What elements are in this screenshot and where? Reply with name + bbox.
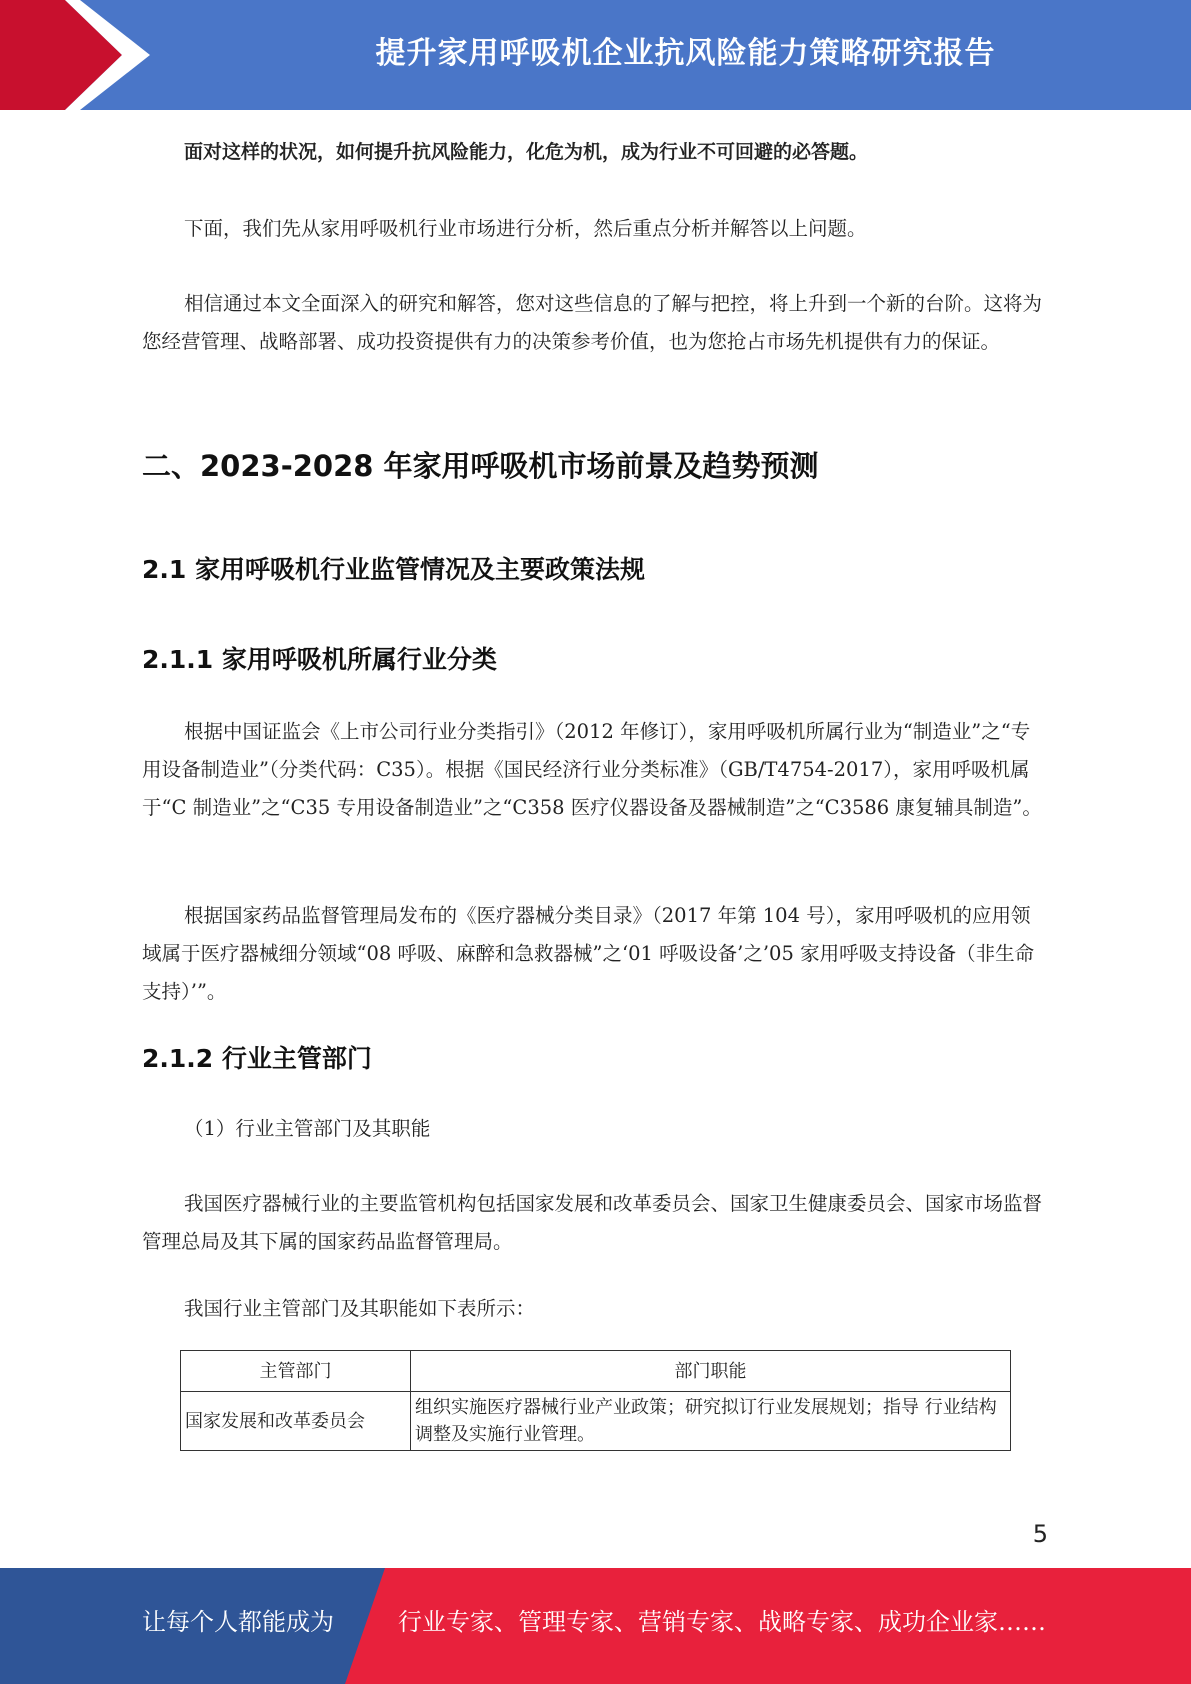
document-title: 提升家用呼吸机企业抗风险能力策略研究报告: [375, 36, 996, 71]
paragraph-challenge: 面对这样的状况，如何提升抗风险能力，化危为机，成为行业不可回避的必答题。: [184, 141, 869, 163]
table-cell: 国家发展和改革委员会: [181, 1392, 411, 1451]
subsection-heading: 2.1 家用呼吸机行业监管情况及主要政策法规: [142, 555, 645, 584]
paragraph-table-intro: 我国行业主管部门及其职能如下表所示：: [184, 1297, 536, 1320]
paragraph-value: 相信通过本文全面深入的研究和解答，您对这些信息的了解与把控，将上升到一个新的台阶。这将为您经营管理、战略部署、成功投资提供有力的决策参考价值，也为您抢占市场先机提供有力的保证。: [142, 292, 1043, 353]
authority-table: [180, 1350, 1011, 1451]
table-header-row: [181, 1351, 1011, 1392]
subsubsection-heading-authorities: 2.1.2 行业主管部门: [142, 1044, 372, 1073]
table-row: [181, 1392, 1011, 1451]
footer-banner: [0, 1568, 1191, 1684]
footer-slogan-right: 行业专家、管理专家、营销专家、战略专家、成功企业家……: [398, 1608, 1046, 1636]
paragraph-list-item: （1）行业主管部门及其职能: [184, 1117, 431, 1140]
table-header-cell: 部门职能: [411, 1351, 1011, 1392]
header-arrow-decoration: [0, 0, 160, 110]
paragraph-regulators: 我国医疗器械行业的主要监管机构包括国家发展和改革委员会、国家卫生健康委员会、国家市场监督管理总局及其下属的国家药品监督管理局。: [142, 1192, 1043, 1253]
paragraph-device-category: 根据国家药品监督管理局发布的《医疗器械分类目录》（2017 年第 104 号），家用呼吸机的应用领域属于医疗器械细分领域“08 呼吸、麻醉和急救器械”之‘01 呼吸设备’之’05 家用呼吸支持设备（非生命支持）’”。: [142, 904, 1035, 1003]
paragraph-classification: 根据中国证监会《上市公司行业分类指引》（2012 年修订），家用呼吸机所属行业为“制造业”之“专用设备制造业”（分类代码：C35）。根据《国民经济行业分类标准》（GB/T4754-2017），家用呼吸机属于“C 制造业”之“C35 专用设备制造业”之“C358 医疗仪器设备及器械制造”之“C3586 康复辅具制造”。: [142, 720, 1042, 819]
table-cell: 组织实施医疗器械行业产业政策；研究拟订行业发展规划；指导 行业结构调整及实施行业管理。: [411, 1392, 1011, 1451]
header-banner: [0, 0, 1191, 110]
page-number: 5: [1032, 1520, 1048, 1548]
paragraph-intro: 下面，我们先从家用呼吸机行业市场进行分析，然后重点分析并解答以上问题。: [184, 217, 867, 240]
footer-slogan-left: 让每个人都能成为: [142, 1608, 334, 1636]
table-header-cell: 主管部门: [181, 1351, 411, 1392]
subsubsection-heading-classification: 2.1.1 家用呼吸机所属行业分类: [142, 645, 497, 674]
section-heading: 二、2023-2028 年家用呼吸机市场前景及趋势预测: [142, 449, 819, 483]
